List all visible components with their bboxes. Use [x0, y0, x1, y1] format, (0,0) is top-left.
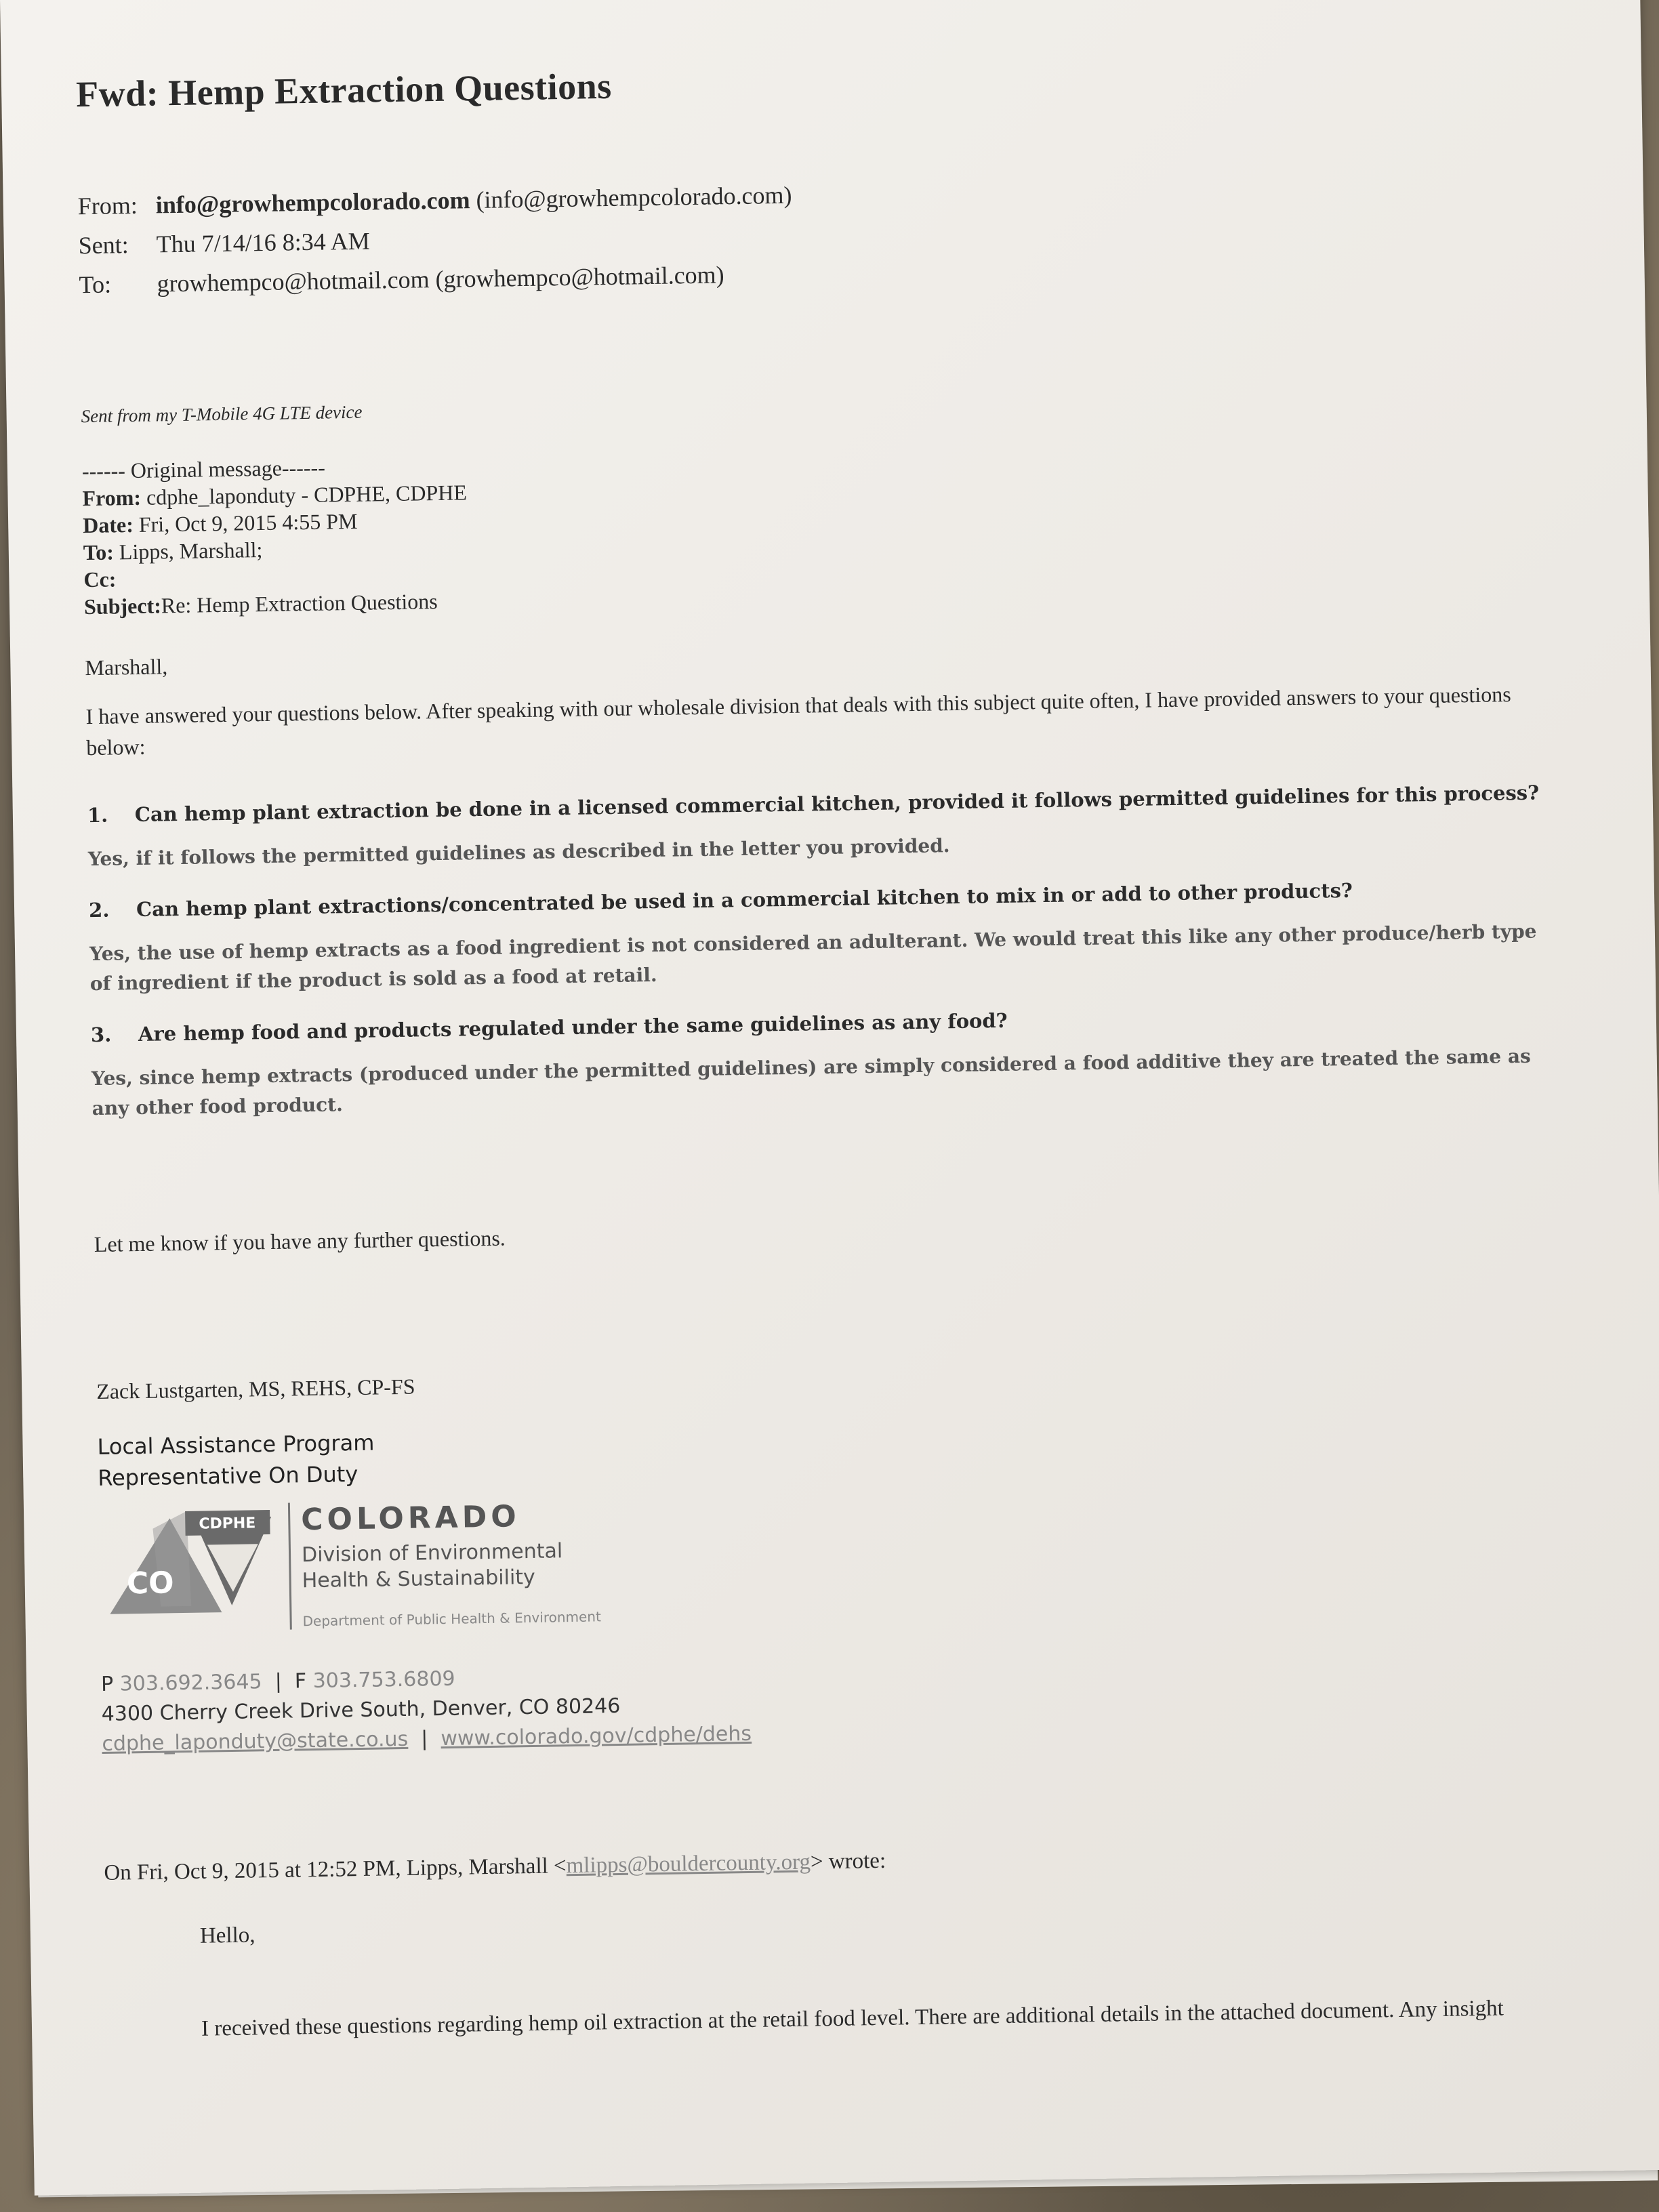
email-header	[77, 163, 1597, 304]
phone-number: 303.692.3645	[119, 1670, 262, 1696]
header-from-label: From:	[77, 191, 138, 220]
orig-from-value: cdphe_laponduty - CDPHE, CDPHE	[140, 480, 468, 510]
answer-3: Yes, since hemp extracts (produced under the permitted guidelines) are simply considered a food additive they are treated the same as any other food product.	[91, 1044, 1531, 1120]
website-link[interactable]: www.colorado.gov/cdphe/dehs	[441, 1721, 752, 1751]
org-division-line-1: Division of Environmental	[301, 1539, 563, 1568]
header-to-label: To:	[79, 270, 112, 299]
fax-label: F	[294, 1669, 307, 1694]
closing-line: Let me know if you have any further questions.	[94, 1225, 506, 1257]
email-web-separator: |	[420, 1727, 428, 1751]
orig-subject-label: Subject:	[83, 593, 162, 619]
orig-subject-value: Re: Hemp Extraction Questions	[161, 588, 438, 618]
header-sent-label: Sent:	[78, 231, 129, 260]
qa-list	[87, 780, 1610, 1124]
question-2	[89, 875, 1607, 922]
question-number: 2.	[88, 898, 110, 922]
header-to-value: growhempco@hotmail.com (growhempco@hotmail.com)	[157, 261, 724, 298]
org-state: COLORADO	[300, 1499, 521, 1538]
signer-name: Zack Lustgarten, MS, REHS, CP-FS	[96, 1374, 415, 1404]
quoted-sender-email-link[interactable]: mlipps@bouldercounty.org	[566, 1849, 811, 1879]
cdphe-logo-icon	[105, 1503, 276, 1621]
orig-to-value: Lipps, Marshall;	[113, 537, 263, 565]
program-line-1: Local Assistance Program	[97, 1429, 375, 1460]
question-number: 1.	[87, 803, 108, 827]
cdphe-logo-block	[105, 1482, 1618, 1633]
org-department: Department of Public Health & Environment	[302, 1608, 602, 1630]
fax-number: 303.753.6809	[312, 1666, 455, 1694]
header-sent-value: Thu 7/14/16 8:34 AM	[156, 227, 370, 258]
orig-from-label: From:	[82, 485, 142, 511]
sent-from-device-note: Sent from my T-Mobile 4G LTE device	[81, 401, 363, 427]
intro-paragraph: I have answered your questions below. After speaking with our wholesale division that deals with this subject quite often, I have provided answers to your questions below:	[85, 682, 1511, 760]
answer-2: Yes, the use of hemp extracts as a food ingredient is not considered an adulterant. We would treat this like any other produce/herb type of ingredient if the product is sold as a food at retail.	[89, 920, 1537, 996]
program-line-2: Representative On Duty	[97, 1460, 359, 1492]
orig-to-label: To:	[83, 539, 115, 565]
email-subject-title: Fwd: Hemp Extraction Questions	[75, 65, 613, 115]
orig-date-value: Fri, Oct 9, 2015 4:55 PM	[133, 508, 358, 537]
org-name-block	[288, 1498, 601, 1629]
phone-label: P	[100, 1672, 114, 1696]
header-from-email: info@growhempcolorado.com	[155, 186, 470, 219]
contact-email-link[interactable]: cdphe_laponduty@state.co.us	[102, 1727, 409, 1756]
contact-block	[101, 1646, 1620, 1759]
greeting: Marshall,	[85, 654, 168, 680]
phone-fax-separator: |	[274, 1669, 283, 1694]
logo-badge-text: CDPHE	[199, 1515, 256, 1533]
program-title	[97, 1408, 1616, 1494]
quoted-attribution-prefix: On Fri, Oct 9, 2015 at 12:52 PM, Lipps, Marshall <	[104, 1853, 567, 1885]
orig-date-label: Date:	[82, 512, 134, 538]
question-text: Can hemp plant extractions/concentrated be used in a commercial kitchen to mix in or add to other products?	[136, 878, 1353, 922]
header-from-email-paren: (info@growhempcolorado.com)	[470, 181, 792, 214]
original-message-header	[82, 434, 1602, 620]
org-division-line-2: Health & Sustainability	[302, 1565, 536, 1593]
answer-1: Yes, if it follows the permitted guidelines as described in the letter you provided.	[87, 834, 950, 871]
quoted-attribution	[104, 1837, 1622, 1886]
logo-state-text: CO	[126, 1565, 174, 1601]
question-text: Can hemp plant extraction be done in a licensed commercial kitchen, provided it follows permitted guidelines for this process?	[134, 781, 1540, 827]
question-number: 3.	[90, 1023, 112, 1047]
question-3	[91, 1000, 1609, 1046]
question-1	[87, 780, 1605, 827]
quoted-body: I received these questions regarding hemp oil extraction at the retail food level. There are additional details in the attached document. Any insight	[201, 1996, 1504, 2041]
question-text: Are hemp food and products regulated under the same guidelines as any food?	[138, 1008, 1008, 1046]
org-division	[302, 1538, 600, 1594]
orig-cc-label: Cc:	[83, 567, 117, 592]
quoted-attribution-suffix: > wrote:	[810, 1848, 886, 1875]
original-message-divider: ------ Original message------	[81, 455, 326, 484]
quoted-greeting: Hello,	[199, 1923, 255, 1948]
address-line: 4300 Cherry Creek Drive South, Denver, CO 80246	[101, 1694, 621, 1726]
